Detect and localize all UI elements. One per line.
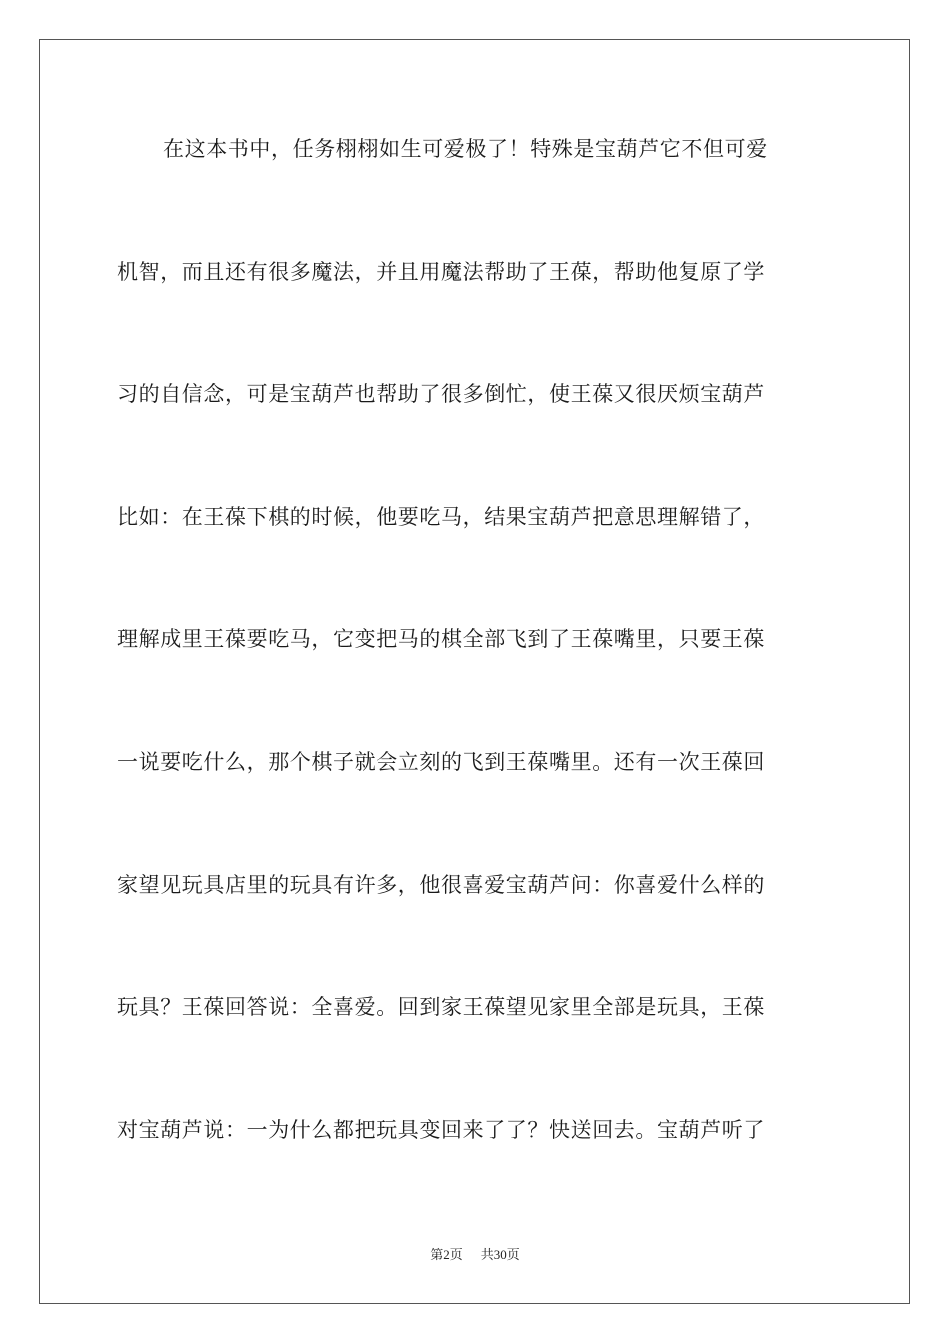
text-line-6: 一说要吃什么，那个棋子就会立刻的飞到王葆嘴里。还有一次王葆回 xyxy=(117,749,765,774)
body-text xyxy=(117,124,837,1227)
page-total: 共30页 xyxy=(480,1247,520,1262)
text-line-7: 家望见玩具店里的玩具有许多，他很喜爱宝葫芦问：你喜爱什么样的 xyxy=(117,872,765,897)
text-line-9: 对宝葫芦说：一为什么都把玩具变回来了了？快送回去。宝葫芦听了 xyxy=(117,1117,765,1142)
page-footer xyxy=(0,1245,950,1265)
text-line-2: 机智，而且还有很多魔法，并且用魔法帮助了王葆，帮助他复原了学 xyxy=(117,259,765,284)
text-line-5: 理解成里王葆要吃马，它变把马的棋全部飞到了王葆嘴里，只要王葆 xyxy=(117,627,765,652)
text-line-4: 比如：在王葆下棋的时候，他要吃马，结果宝葫芦把意思理解错了， xyxy=(117,504,765,529)
text-line-1: 在这本书中，任务栩栩如生可爱极了！特殊是宝葫芦它不但可爱 xyxy=(163,137,768,161)
page-number: 第2页 xyxy=(430,1247,463,1262)
text-line-8: 玩具？王葆回答说：全喜爱。回到家王葆望见家里全部是玩具，王葆 xyxy=(117,995,765,1020)
text-line-3: 习的自信念，可是宝葫芦也帮助了很多倒忙，使王葆又很厌烦宝葫芦 xyxy=(117,382,765,407)
